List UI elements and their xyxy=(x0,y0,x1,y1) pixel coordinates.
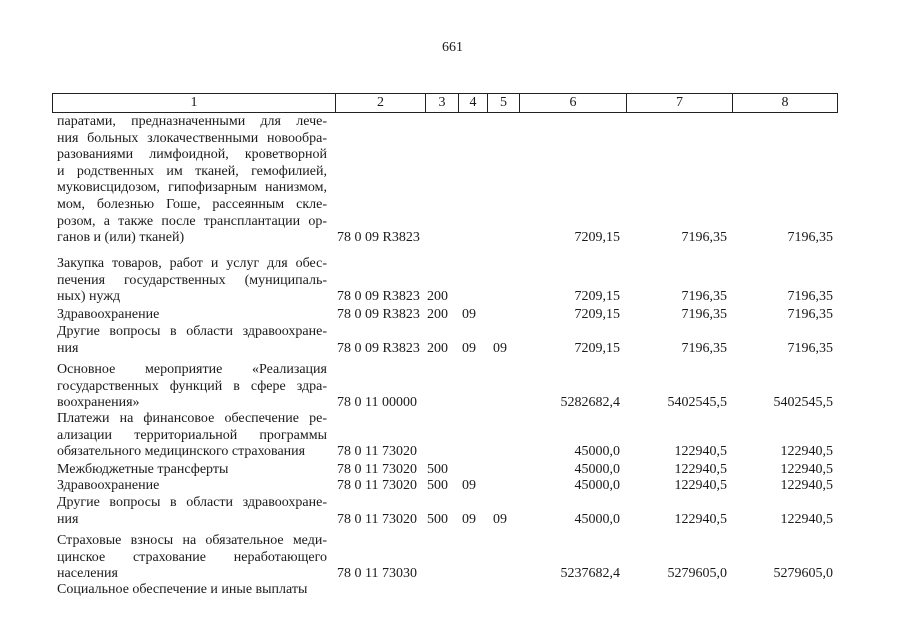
row-value-8: 7196,35 xyxy=(787,289,833,305)
row-code: 78 0 11 73020 xyxy=(337,511,417,527)
column-header-1: 1 xyxy=(53,94,336,112)
row-description xyxy=(57,114,327,247)
row-value-7: 7196,35 xyxy=(681,230,727,246)
description-line: цинское страхование неработающего xyxy=(57,549,327,565)
row-value-7: 7196,35 xyxy=(681,289,727,305)
description-line: Здравоохранение xyxy=(57,478,160,493)
table-row xyxy=(0,411,905,461)
row-value-6: 45000,0 xyxy=(574,444,620,460)
row-description xyxy=(57,533,327,583)
row-col3: 500 xyxy=(427,478,448,493)
column-header-6: 6 xyxy=(520,94,627,112)
row-col5: 09 xyxy=(493,511,507,527)
row-value-7: 122940,5 xyxy=(674,462,727,477)
table-row xyxy=(0,582,905,599)
description-line: паратами, предназначенными для лече- xyxy=(57,114,327,129)
description-line: ния больных злокачественными новообра- xyxy=(57,130,327,146)
row-value-6: 7209,15 xyxy=(574,307,620,322)
description-line: Социальное обеспечение и иные выплаты xyxy=(57,582,308,597)
row-value-7: 7196,35 xyxy=(681,340,727,356)
description-line: мом, болезнью Гоше, рассеянным скле- xyxy=(57,196,327,212)
description-line: Другие вопросы в области здравоохране- xyxy=(57,495,327,510)
column-header-2: 2 xyxy=(336,94,426,112)
row-description xyxy=(57,411,327,461)
description-line: Основное мероприятие «Реализация xyxy=(57,362,327,377)
description-line: розом, а также после трансплантации ор- xyxy=(57,213,327,229)
row-value-6: 7209,15 xyxy=(574,289,620,305)
row-code: 78 0 09 R3823 xyxy=(337,289,420,305)
table-row xyxy=(0,362,905,412)
column-header-5: 5 xyxy=(488,94,520,112)
description-line: обязательного медицинского страхования xyxy=(57,444,306,460)
row-code: 78 0 09 R3823 xyxy=(337,340,420,356)
row-description xyxy=(57,362,327,412)
description-line: Межбюджетные трансферты xyxy=(57,462,229,477)
row-description xyxy=(57,307,327,324)
row-value-6: 45000,0 xyxy=(574,511,620,527)
description-line: Платежи на финансовое обеспечение ре- xyxy=(57,411,327,426)
row-description xyxy=(57,582,327,599)
row-col3: 500 xyxy=(427,511,448,527)
row-value-7: 5402545,5 xyxy=(667,395,727,411)
description-line: Закупка товаров, работ и услуг для обес- xyxy=(57,256,327,271)
table-row xyxy=(0,114,905,247)
description-line: ния xyxy=(57,340,79,356)
row-description xyxy=(57,478,327,495)
row-col4: 09 xyxy=(462,511,476,527)
row-value-6: 5282682,4 xyxy=(560,395,620,411)
description-line: воохранения» xyxy=(57,395,140,411)
row-value-6: 45000,0 xyxy=(574,478,620,493)
row-code: 78 0 09 R3823 xyxy=(337,307,420,322)
page-number: 661 xyxy=(442,40,463,55)
description-line: государственных функций в сфере здра- xyxy=(57,378,327,394)
row-value-8: 122940,5 xyxy=(780,462,833,477)
row-value-8: 7196,35 xyxy=(787,340,833,356)
description-line: и родственных им тканей, гемофилией, xyxy=(57,163,327,179)
description-line: ализации территориальной программы xyxy=(57,427,327,443)
row-description xyxy=(57,495,327,528)
row-code: 78 0 11 73020 xyxy=(337,478,417,493)
row-description xyxy=(57,462,327,479)
description-line: населения xyxy=(57,566,118,582)
description-line: печения государственных (муниципаль- xyxy=(57,272,327,288)
row-value-8: 5279605,0 xyxy=(773,566,833,582)
description-line: муковисцидозом, гипофизарным нанизмом, xyxy=(57,180,327,196)
row-value-7: 5279605,0 xyxy=(667,566,727,582)
row-value-8: 7196,35 xyxy=(787,307,833,322)
table-row xyxy=(0,307,905,324)
row-col3: 200 xyxy=(427,307,448,322)
description-line: разованиями лимфоидной, кроветворной xyxy=(57,147,327,163)
table-column-header xyxy=(52,93,838,113)
row-value-8: 122940,5 xyxy=(780,478,833,493)
row-code: 78 0 11 73020 xyxy=(337,444,417,460)
description-line: Страховые взносы на обязательное меди- xyxy=(57,533,327,548)
row-value-7: 7196,35 xyxy=(681,307,727,322)
description-line: ганов и (или) тканей) xyxy=(57,230,185,246)
row-value-8: 5402545,5 xyxy=(773,395,833,411)
table-row xyxy=(0,256,905,306)
row-col4: 09 xyxy=(462,307,476,322)
description-line: ния xyxy=(57,511,79,527)
description-line: Другие вопросы в области здравоохране- xyxy=(57,324,327,339)
row-col3: 500 xyxy=(427,462,448,477)
row-value-8: 122940,5 xyxy=(780,444,833,460)
row-col5: 09 xyxy=(493,340,507,356)
row-code: 78 0 11 73030 xyxy=(337,566,417,582)
table-row xyxy=(0,462,905,479)
row-code: 78 0 11 00000 xyxy=(337,395,417,411)
row-code: 78 0 11 73020 xyxy=(337,462,417,477)
row-value-7: 122940,5 xyxy=(674,511,727,527)
row-value-8: 7196,35 xyxy=(787,230,833,246)
column-header-3: 3 xyxy=(426,94,459,112)
row-code: 78 0 09 R3823 xyxy=(337,230,420,246)
row-col3: 200 xyxy=(427,340,448,356)
row-col3: 200 xyxy=(427,289,448,305)
column-header-8: 8 xyxy=(781,95,789,110)
row-description xyxy=(57,256,327,306)
row-col4: 09 xyxy=(462,340,476,356)
row-value-6: 5237682,4 xyxy=(560,566,620,582)
row-value-7: 122940,5 xyxy=(674,478,727,493)
description-line: ных) нужд xyxy=(57,289,121,305)
row-value-8: 122940,5 xyxy=(780,511,833,527)
row-value-6: 7209,15 xyxy=(574,230,620,246)
row-value-7: 122940,5 xyxy=(674,444,727,460)
row-col4: 09 xyxy=(462,478,476,493)
description-line: Здравоохранение xyxy=(57,307,160,322)
row-value-6: 7209,15 xyxy=(574,340,620,356)
table-row xyxy=(0,324,905,357)
table-row xyxy=(0,495,905,528)
row-value-6: 45000,0 xyxy=(574,462,620,477)
table-row xyxy=(0,533,905,583)
table-row xyxy=(0,478,905,495)
column-header-4: 4 xyxy=(459,94,488,112)
column-header-7: 7 xyxy=(627,94,733,112)
row-description xyxy=(57,324,327,357)
